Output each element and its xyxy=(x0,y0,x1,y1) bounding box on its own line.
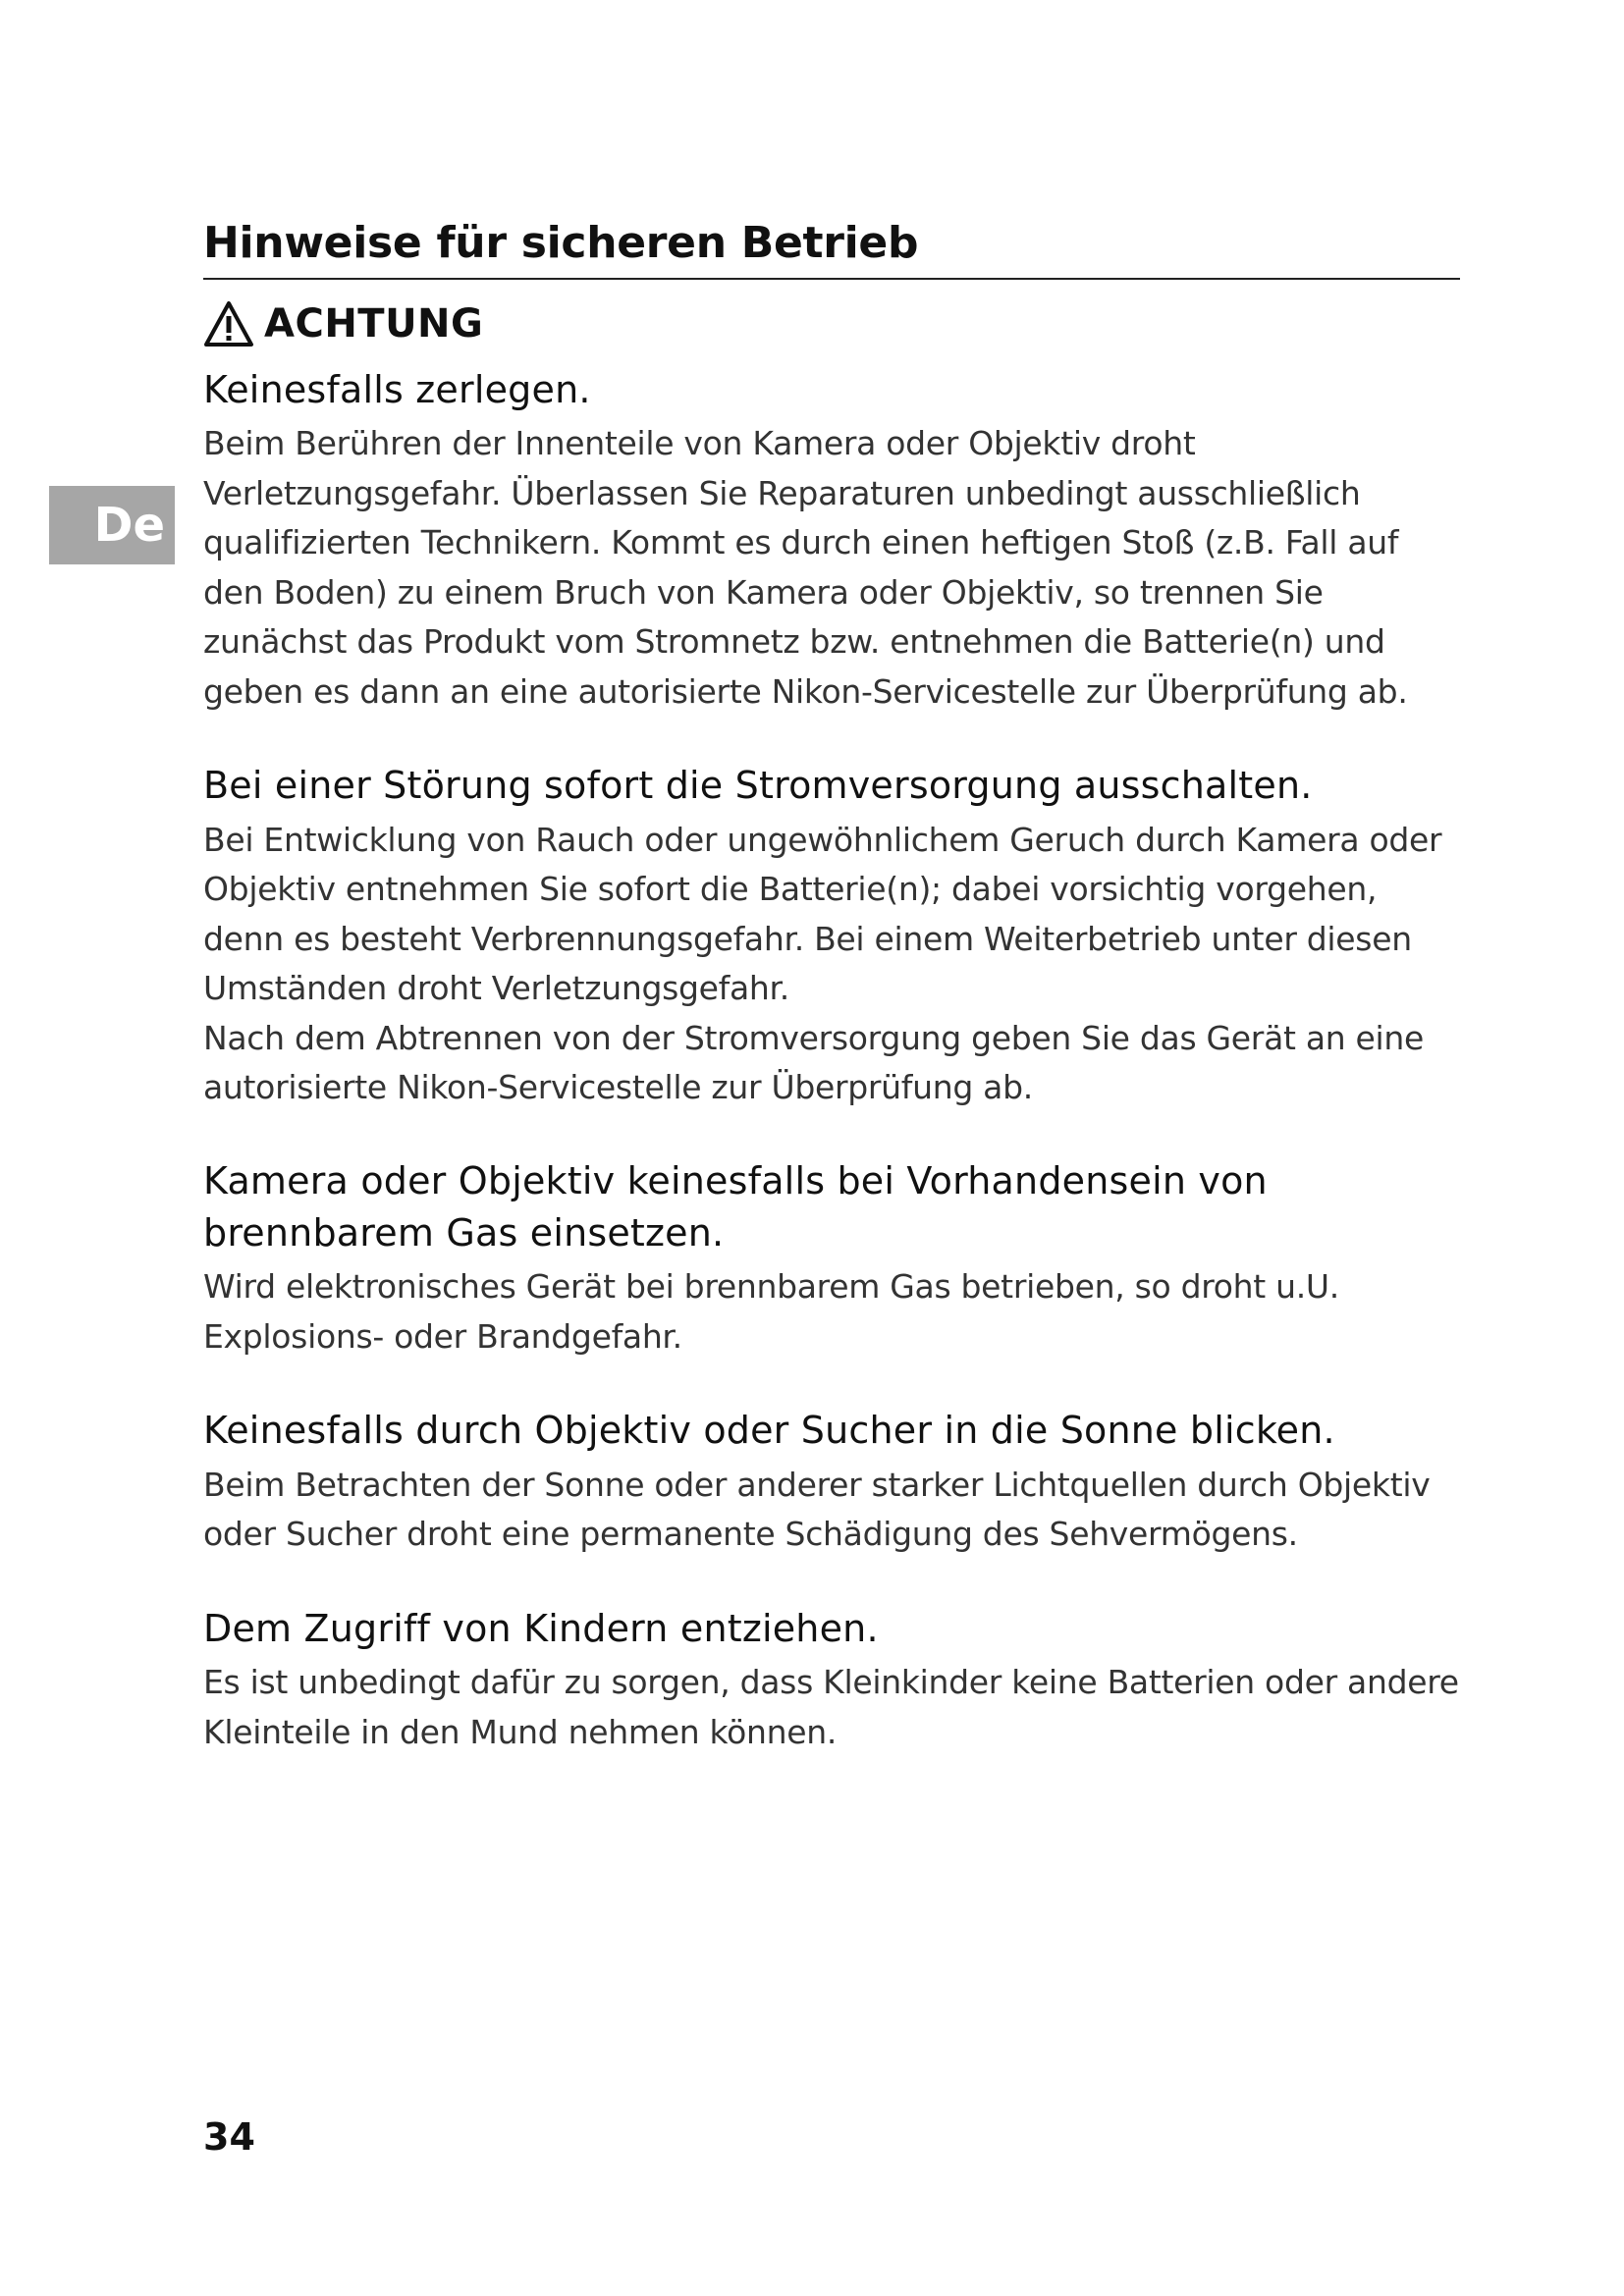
page-content xyxy=(203,218,1460,1757)
warning-header xyxy=(203,295,1460,352)
section-sun xyxy=(203,1405,1460,1559)
section-body xyxy=(203,1461,1460,1560)
section-body xyxy=(203,1658,1460,1757)
section-paragraph: Beim Berühren der Innenteile von Kamera oder Objektiv droht Verletzungsgefahr. Überlassen Sie Reparaturen unbedingt ausschließlich qualifizierten Technikern. Kommt es durch einen heftigen Stoß (z.B. Fall auf den Boden) zu einem Bruch von Kamera oder Objektiv, so trennen Sie zunächst das Produkt vom Stromnetz bzw. entnehmen die Batterie(n) und geben es dann an eine autorisierte Nikon-Servicestelle zur Überprüfung ab. xyxy=(203,424,1408,711)
section-paragraph: Bei Entwicklung von Rauch oder ungewöhnlichem Geruch durch Kamera oder Objektiv entnehmen Sie sofort die Batterie(n); dabei vorsichtig vorgehen, denn es besteht Verbrennungsgefahr. Bei einem Weiterbetrieb unter diesen Umständen droht Verletzungsgefahr. xyxy=(203,820,1442,1008)
section-paragraph: Beim Betrachten der Sonne oder anderer starker Lichtquellen durch Objektiv oder Sucher droht eine permanente Schädigung des Sehvermögens. xyxy=(203,1465,1431,1554)
section-flammable-gas xyxy=(203,1155,1460,1362)
section-heading: Dem Zugriff von Kindern entziehen. xyxy=(203,1606,879,1650)
section-paragraph: Es ist unbedingt dafür zu sorgen, dass Kleinkinder keine Batterien oder andere Kleinteile in den Mund nehmen können. xyxy=(203,1663,1459,1751)
section-malfunction xyxy=(203,760,1460,1112)
warning-triangle-icon xyxy=(203,300,254,347)
section-body xyxy=(203,419,1460,717)
section-paragraph: Nach dem Abtrennen von der Stromversorgung geben Sie das Gerät an eine autorisierte Nikon-Servicestelle zur Überprüfung ab. xyxy=(203,1018,1425,1106)
section-children xyxy=(203,1603,1460,1757)
section-paragraph: Wird elektronisches Gerät bei brennbarem Gas betrieben, so droht u.U. Explosions- oder Brandgefahr. xyxy=(203,1267,1339,1356)
page-title: Hinweise für sicheren Betrieb xyxy=(203,218,1460,280)
warning-label: ACHTUNG xyxy=(264,300,484,347)
page-number: 34 xyxy=(203,2115,255,2159)
section-heading: Keinesfalls durch Objektiv oder Sucher in die Sonne blicken. xyxy=(203,1409,1335,1453)
section-heading: Kamera oder Objektiv keinesfalls bei Vorhandensein von brennbarem Gas einsetzen. xyxy=(203,1159,1268,1255)
section-disassembly xyxy=(203,364,1460,717)
section-body xyxy=(203,816,1460,1113)
language-tab xyxy=(49,486,175,564)
section-heading: Bei einer Störung sofort die Stromversorgung ausschalten. xyxy=(203,764,1313,808)
section-body xyxy=(203,1262,1460,1362)
language-tab-label: De xyxy=(93,498,165,553)
section-heading: Keinesfalls zerlegen. xyxy=(203,367,591,411)
